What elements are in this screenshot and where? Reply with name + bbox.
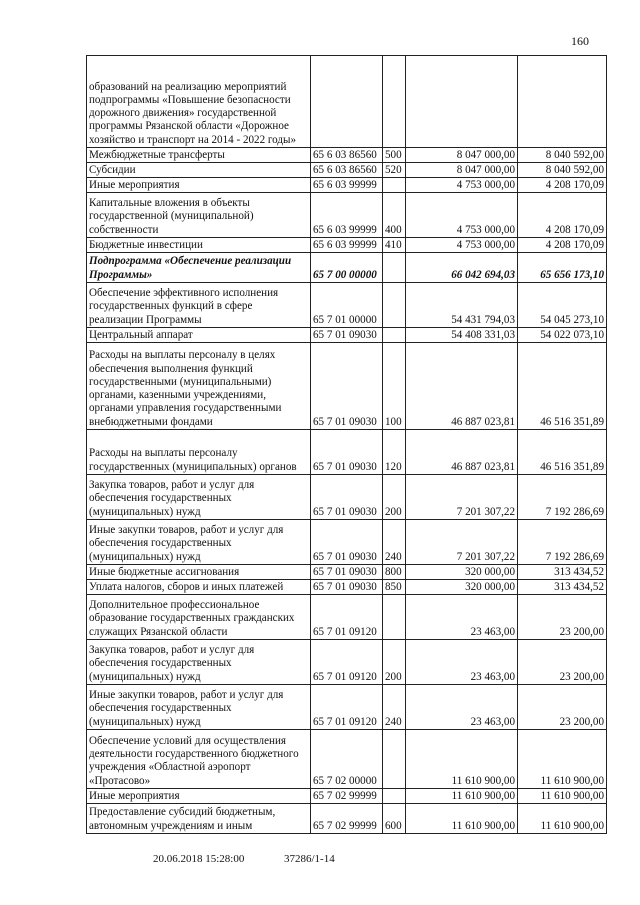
table-row bbox=[87, 595, 607, 640]
row-type bbox=[383, 178, 406, 193]
row-code: 65 7 00 00000 bbox=[311, 253, 383, 283]
row-code: 65 7 01 09030 bbox=[311, 520, 383, 565]
row-value-2: 54 045 273,10 bbox=[518, 283, 607, 328]
table-row bbox=[87, 640, 607, 685]
row-value-2: 54 022 073,10 bbox=[518, 328, 607, 343]
budget-table bbox=[86, 55, 607, 834]
row-type: 240 bbox=[383, 685, 406, 730]
row-name: Предоставление субсидий бюджетным, автономным учреждениям и иным bbox=[87, 804, 311, 834]
row-value-1: 4 753 000,00 bbox=[406, 238, 518, 253]
table-row bbox=[87, 565, 607, 580]
row-code: 65 6 03 99999 bbox=[311, 193, 383, 238]
row-name: Капитальные вложения в объекты государственной (муниципальной) собственности bbox=[87, 193, 311, 238]
row-value-2 bbox=[518, 56, 607, 148]
row-value-1: 46 887 023,81 bbox=[406, 430, 518, 475]
row-value-1: 11 610 900,00 bbox=[406, 730, 518, 789]
table-row bbox=[87, 580, 607, 595]
row-value-2: 23 200,00 bbox=[518, 685, 607, 730]
row-value-1: 320 000,00 bbox=[406, 565, 518, 580]
table-row bbox=[87, 343, 607, 430]
row-name: Иные закупки товаров, работ и услуг для обеспечения государственных (муниципальных) нужд bbox=[87, 685, 311, 730]
row-name: Закупка товаров, работ и услуг для обеспечения государственных (муниципальных) нужд bbox=[87, 640, 311, 685]
row-value-2: 11 610 900,00 bbox=[518, 730, 607, 789]
row-code: 65 6 03 99999 bbox=[311, 178, 383, 193]
table-row bbox=[87, 148, 607, 163]
row-type: 200 bbox=[383, 640, 406, 685]
row-code: 65 7 01 09030 bbox=[311, 565, 383, 580]
row-code: 65 7 02 99999 bbox=[311, 804, 383, 834]
row-value-2: 46 516 351,89 bbox=[518, 430, 607, 475]
row-name: Межбюджетные трансферты bbox=[87, 148, 311, 163]
row-name: Бюджетные инвестиции bbox=[87, 238, 311, 253]
row-type: 850 bbox=[383, 580, 406, 595]
row-type: 240 bbox=[383, 520, 406, 565]
row-name: Подпрограмма «Обеспечение реализации Программы» bbox=[87, 253, 311, 283]
row-type: 120 bbox=[383, 430, 406, 475]
row-value-2: 8 040 592,00 bbox=[518, 148, 607, 163]
row-value-1: 320 000,00 bbox=[406, 580, 518, 595]
row-value-1: 4 753 000,00 bbox=[406, 193, 518, 238]
row-name: Дополнительное профессиональное образование государственных гражданских служащих Рязанской области bbox=[87, 595, 311, 640]
row-name: Субсидии bbox=[87, 163, 311, 178]
row-value-1: 66 042 694,03 bbox=[406, 253, 518, 283]
row-value-1: 11 610 900,00 bbox=[406, 804, 518, 834]
page-number: 160 bbox=[571, 34, 589, 48]
row-value-2: 23 200,00 bbox=[518, 595, 607, 640]
row-value-2: 8 040 592,00 bbox=[518, 163, 607, 178]
table-row bbox=[87, 56, 607, 148]
row-code: 65 7 01 09030 bbox=[311, 475, 383, 520]
row-code bbox=[311, 56, 383, 148]
row-name: Иные бюджетные ассигнования bbox=[87, 565, 311, 580]
row-code: 65 7 01 09120 bbox=[311, 640, 383, 685]
row-value-1: 7 201 307,22 bbox=[406, 520, 518, 565]
table-row bbox=[87, 193, 607, 238]
row-type bbox=[383, 56, 406, 148]
row-name: Иные мероприятия bbox=[87, 178, 311, 193]
row-name: Закупка товаров, работ и услуг для обеспечения государственных (муниципальных) нужд bbox=[87, 475, 311, 520]
table-row bbox=[87, 730, 607, 789]
table-row bbox=[87, 804, 607, 834]
row-type: 500 bbox=[383, 148, 406, 163]
row-type bbox=[383, 253, 406, 283]
row-code: 65 7 01 09120 bbox=[311, 685, 383, 730]
row-value-1 bbox=[406, 56, 518, 148]
row-code: 65 6 03 86560 bbox=[311, 148, 383, 163]
row-value-1: 23 463,00 bbox=[406, 595, 518, 640]
table-row bbox=[87, 283, 607, 328]
row-name: Обеспечение эффективного исполнения государственных функций в сфере реализации Программы bbox=[87, 283, 311, 328]
row-value-2: 313 434,52 bbox=[518, 565, 607, 580]
row-code: 65 7 01 00000 bbox=[311, 283, 383, 328]
row-type: 200 bbox=[383, 475, 406, 520]
row-value-2: 7 192 286,69 bbox=[518, 520, 607, 565]
row-value-2: 7 192 286,69 bbox=[518, 475, 607, 520]
row-code: 65 7 02 99999 bbox=[311, 789, 383, 804]
table-row bbox=[87, 328, 607, 343]
table-row bbox=[87, 789, 607, 804]
row-type bbox=[383, 283, 406, 328]
row-value-1: 8 047 000,00 bbox=[406, 148, 518, 163]
row-code: 65 6 03 86560 bbox=[311, 163, 383, 178]
row-code: 65 7 01 09030 bbox=[311, 343, 383, 430]
row-name: Расходы на выплаты персоналу в целях обеспечения выполнения функций государственными (муниципальными) органами, казенными учреждениями, органами управления государственными внебюджетными фондами bbox=[87, 343, 311, 430]
row-name: Расходы на выплаты персоналу государственных (муниципальных) органов bbox=[87, 430, 311, 475]
footer-doc-id: 37286/1-14 bbox=[284, 853, 335, 865]
table-row bbox=[87, 178, 607, 193]
row-type: 410 bbox=[383, 238, 406, 253]
row-value-1: 54 431 794,03 bbox=[406, 283, 518, 328]
row-value-1: 23 463,00 bbox=[406, 685, 518, 730]
table-row bbox=[87, 238, 607, 253]
row-type: 400 bbox=[383, 193, 406, 238]
row-name: Иные закупки товаров, работ и услуг для обеспечения государственных (муниципальных) нужд bbox=[87, 520, 311, 565]
row-value-2: 46 516 351,89 bbox=[518, 343, 607, 430]
row-type bbox=[383, 789, 406, 804]
row-code: 65 7 01 09030 bbox=[311, 580, 383, 595]
row-value-2: 4 208 170,09 bbox=[518, 178, 607, 193]
row-value-2: 4 208 170,09 bbox=[518, 238, 607, 253]
row-value-2: 313 434,52 bbox=[518, 580, 607, 595]
row-value-1: 11 610 900,00 bbox=[406, 789, 518, 804]
row-value-1: 46 887 023,81 bbox=[406, 343, 518, 430]
row-name: Центральный аппарат bbox=[87, 328, 311, 343]
row-value-1: 4 753 000,00 bbox=[406, 178, 518, 193]
table-row bbox=[87, 430, 607, 475]
row-code: 65 7 01 09030 bbox=[311, 328, 383, 343]
footer-timestamp: 20.06.2018 15:28:00 bbox=[153, 853, 245, 865]
table-row bbox=[87, 685, 607, 730]
row-type bbox=[383, 730, 406, 789]
row-value-2: 23 200,00 bbox=[518, 640, 607, 685]
row-value-2: 11 610 900,00 bbox=[518, 804, 607, 834]
table-row bbox=[87, 163, 607, 178]
table-row bbox=[87, 520, 607, 565]
row-name: Уплата налогов, сборов и иных платежей bbox=[87, 580, 311, 595]
row-value-1: 8 047 000,00 bbox=[406, 163, 518, 178]
row-type: 800 bbox=[383, 565, 406, 580]
row-type bbox=[383, 595, 406, 640]
table-row bbox=[87, 475, 607, 520]
row-name: образований на реализацию мероприятий подпрограммы «Повышение безопасности дорожного движения» государственной программы Рязанской области «Дорожное хозяйство и транспорт на 2014 - 2022 годы» bbox=[87, 56, 311, 148]
row-type bbox=[383, 328, 406, 343]
row-type: 520 bbox=[383, 163, 406, 178]
row-value-1: 7 201 307,22 bbox=[406, 475, 518, 520]
row-code: 65 7 02 00000 bbox=[311, 730, 383, 789]
row-type: 100 bbox=[383, 343, 406, 430]
row-code: 65 7 01 09120 bbox=[311, 595, 383, 640]
row-code: 65 6 03 99999 bbox=[311, 238, 383, 253]
row-name: Иные мероприятия bbox=[87, 789, 311, 804]
row-value-2: 65 656 173,10 bbox=[518, 253, 607, 283]
row-type: 600 bbox=[383, 804, 406, 834]
row-value-2: 11 610 900,00 bbox=[518, 789, 607, 804]
row-name: Обеспечение условий для осуществления деятельности государственного бюджетного учреждения «Областной аэропорт «Протасово» bbox=[87, 730, 311, 789]
row-value-1: 23 463,00 bbox=[406, 640, 518, 685]
row-value-1: 54 408 331,03 bbox=[406, 328, 518, 343]
row-value-2: 4 208 170,09 bbox=[518, 193, 607, 238]
table-row-subprogram bbox=[87, 253, 607, 283]
row-code: 65 7 01 09030 bbox=[311, 430, 383, 475]
